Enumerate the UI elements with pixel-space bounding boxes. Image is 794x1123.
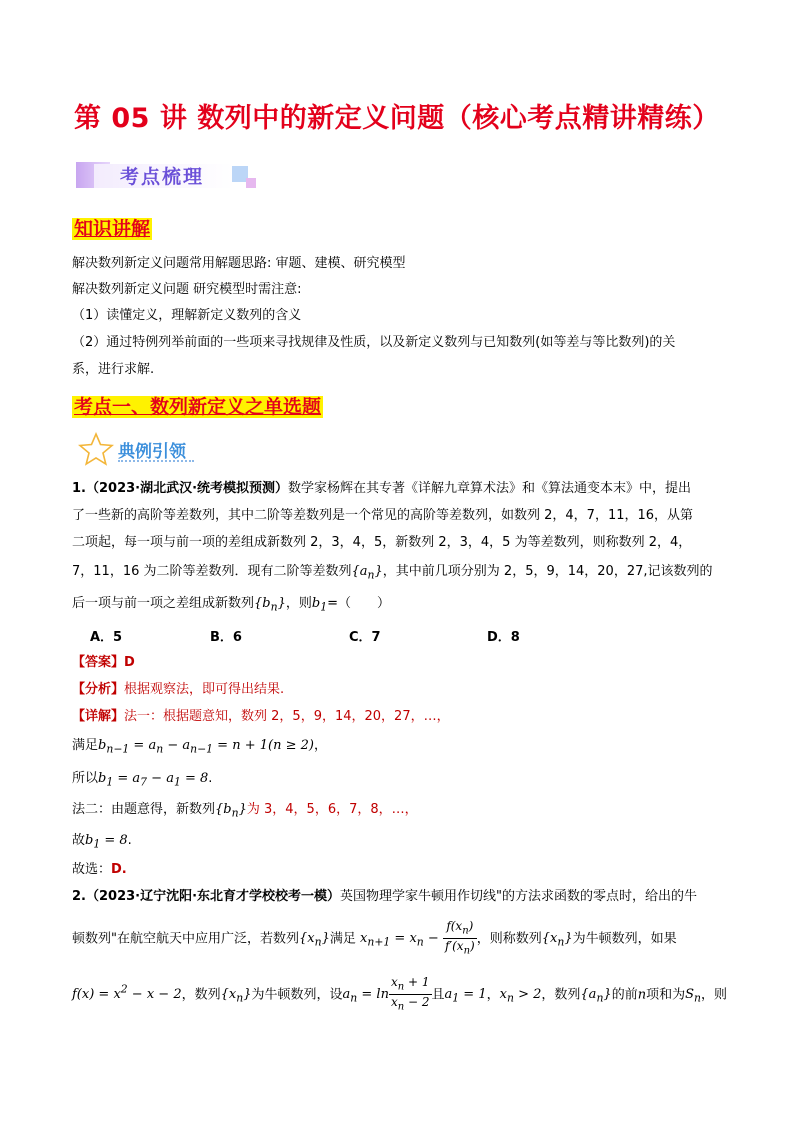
detail-line: 故选：D.	[72, 862, 127, 877]
divider	[118, 460, 194, 462]
star-icon	[78, 432, 114, 466]
option-b[interactable]: B．6	[210, 630, 242, 645]
page-title: 第 05 讲 数列中的新定义问题（核心考点精讲精练）	[74, 103, 720, 134]
option-c[interactable]: C．7	[349, 630, 381, 645]
detail-line: 故$b_1 = 8$.	[72, 833, 132, 851]
analysis-line: 【分析】根据观察法，即可得出结果.	[72, 682, 285, 697]
q1-line: 1.（2023·湖北武汉·统考模拟预测）数学家杨辉在其专著《详解九章算术法》和《算法通变本末》中，提出	[72, 481, 692, 496]
knowledge-heading: 知识讲解	[74, 218, 151, 240]
q2-line: 顿数列"在航空航天中应用广泛，若数列$\{x_n\}$满足 $x_{n+1} = x_n$ − $\frac{f(x_n)}{f'(x_n)}$ ，则称数列$\{x_n\}$为牛顿数列，如果	[72, 919, 677, 957]
text-line: 系，进行求解.	[72, 362, 155, 377]
banner-label: 考点梳理	[120, 166, 205, 188]
option-a[interactable]: A．5	[90, 630, 123, 645]
text-line: （1）读懂定义，理解新定义数列的含义	[72, 308, 302, 323]
detail-line: 【详解】法一：根据题意知，数列 2，5，9，14，20，27，…，	[72, 709, 450, 724]
topic-heading: 考点一、数列新定义之单选题	[74, 396, 322, 418]
option-d[interactable]: D．8	[487, 630, 520, 645]
q1-line: 二项起，每一项与前一项的差组成新数列 2，3，4，5，新数列 2，3，4，5 为等差数列，则称数列 2，4，	[72, 535, 692, 550]
text-line: 解决数列新定义问题 研究模型时需注意:	[72, 282, 302, 297]
q1-line: 后一项与前一项之差组成新数列$\{b_n\}$，则$b_1=$（ ）	[72, 596, 391, 614]
text-line: 解决数列新定义问题常用解题思路: 审题、建模、研究模型	[72, 256, 406, 271]
q2-line: $f(x) = x^2 - x - 2$，数列$\{x_n\}$为牛顿数列，设$a_n = \ln$ $\frac{x_n + 1}{x_n - 2}$ 且$a_1 = 1$，$x_n > 2$，数列$\{a_n\}$的前n项和为$S_n$，则	[72, 975, 728, 1013]
example-label: 典例引领	[118, 442, 186, 462]
section-banner	[76, 160, 256, 192]
detail-line: 满足$b_{n-1} = a_n - a_{n-1} = n + 1(n \ge 2)$，	[72, 738, 327, 756]
text-line: （2）通过特例列举前面的一些项来寻找规律及性质，以及新定义数列与已知数列(如等差与等比数列)的关	[72, 335, 676, 350]
detail-line: 法二：由题意得，新数列$\{b_n\}$为 3，4，5，6，7，8，…，	[72, 802, 418, 820]
q1-line: 了一些新的高阶等差数列，其中二阶等差数列是一个常见的高阶等差数列，如数列 2，4，7，11，16，从第	[72, 508, 694, 523]
detail-line: 所以$b_1 = a_7 - a_1 = 8$.	[72, 771, 213, 789]
q2-line: 2.（2023·辽宁沈阳·东北育才学校校考一模）英国物理学家牛顿用作切线"的方法求函数的零点时，给出的牛	[72, 889, 698, 904]
q1-line: 7，11，16 为二阶等差数列．现有二阶等差数列$\{a_n\}$，其中前几项分别为 2，5，9，14，20，27,记该数列的	[72, 564, 713, 582]
answer-line: 【答案】D	[72, 655, 135, 670]
